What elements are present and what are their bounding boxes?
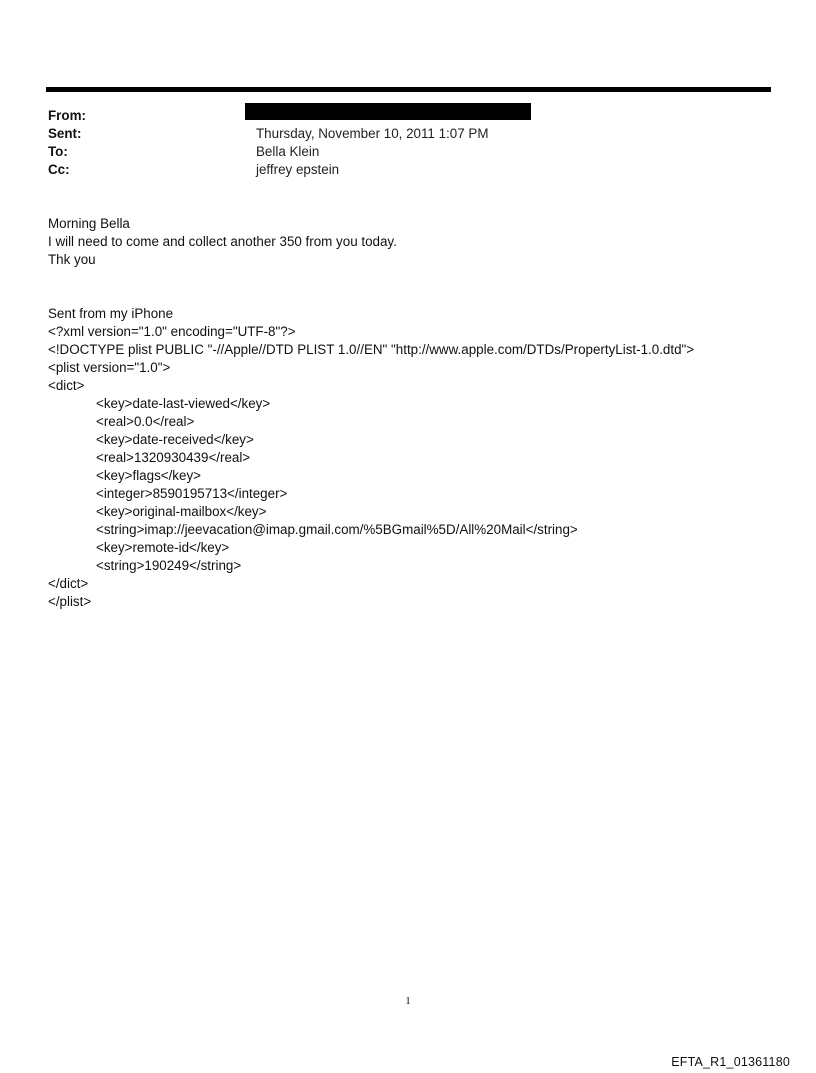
cc-value: jeffrey epstein bbox=[256, 162, 340, 177]
plist-line: <key>remote-id</key> bbox=[96, 540, 230, 555]
plist-line: <integer>8590195713</integer> bbox=[96, 486, 288, 501]
bates-number: EFTA_R1_01361180 bbox=[671, 1055, 790, 1069]
message-line: I will need to come and collect another 350 from you today. bbox=[48, 234, 397, 249]
plist-line: <real>1320930439</real> bbox=[96, 450, 251, 465]
plist-line: <!DOCTYPE plist PUBLIC "-//Apple//DTD PLIST 1.0//EN" "http://www.apple.com/DTDs/PropertyList-1.0.dtd"> bbox=[48, 342, 695, 357]
plist-block bbox=[48, 305, 694, 611]
from-label: From: bbox=[48, 108, 86, 123]
plist-line: <key>date-last-viewed</key> bbox=[96, 396, 271, 411]
plist-line: <dict> bbox=[48, 378, 85, 393]
plist-line: <key>date-received</key> bbox=[96, 432, 254, 447]
plist-line: <real>0.0</real> bbox=[96, 414, 195, 429]
plist-line: <?xml version="1.0" encoding="UTF-8"?> bbox=[48, 324, 296, 339]
plist-line: </dict> bbox=[48, 576, 89, 591]
signature: Sent from my iPhone bbox=[48, 306, 174, 321]
header-rule bbox=[46, 87, 771, 92]
plist-line: <key>flags</key> bbox=[96, 468, 201, 483]
to-label: To: bbox=[48, 144, 68, 159]
plist-line: </plist> bbox=[48, 594, 92, 609]
cc-label: Cc: bbox=[48, 162, 70, 177]
plist-line: <string>190249</string> bbox=[96, 558, 242, 573]
plist-line: <string>imap://jeevacation@imap.gmail.com/%5BGmail%5D/All%20Mail</string> bbox=[96, 522, 578, 537]
plist-line: <key>original-mailbox</key> bbox=[96, 504, 267, 519]
page-number: 1 bbox=[405, 995, 411, 1007]
to-value: Bella Klein bbox=[256, 144, 320, 159]
sent-value: Thursday, November 10, 2011 1:07 PM bbox=[256, 126, 489, 141]
message-body bbox=[48, 215, 397, 269]
message-line: Thk you bbox=[48, 252, 96, 267]
plist-line: <plist version="1.0"> bbox=[48, 360, 171, 375]
message-line: Morning Bella bbox=[48, 216, 130, 231]
sent-label: Sent: bbox=[48, 126, 82, 141]
redaction-bar bbox=[245, 103, 531, 120]
